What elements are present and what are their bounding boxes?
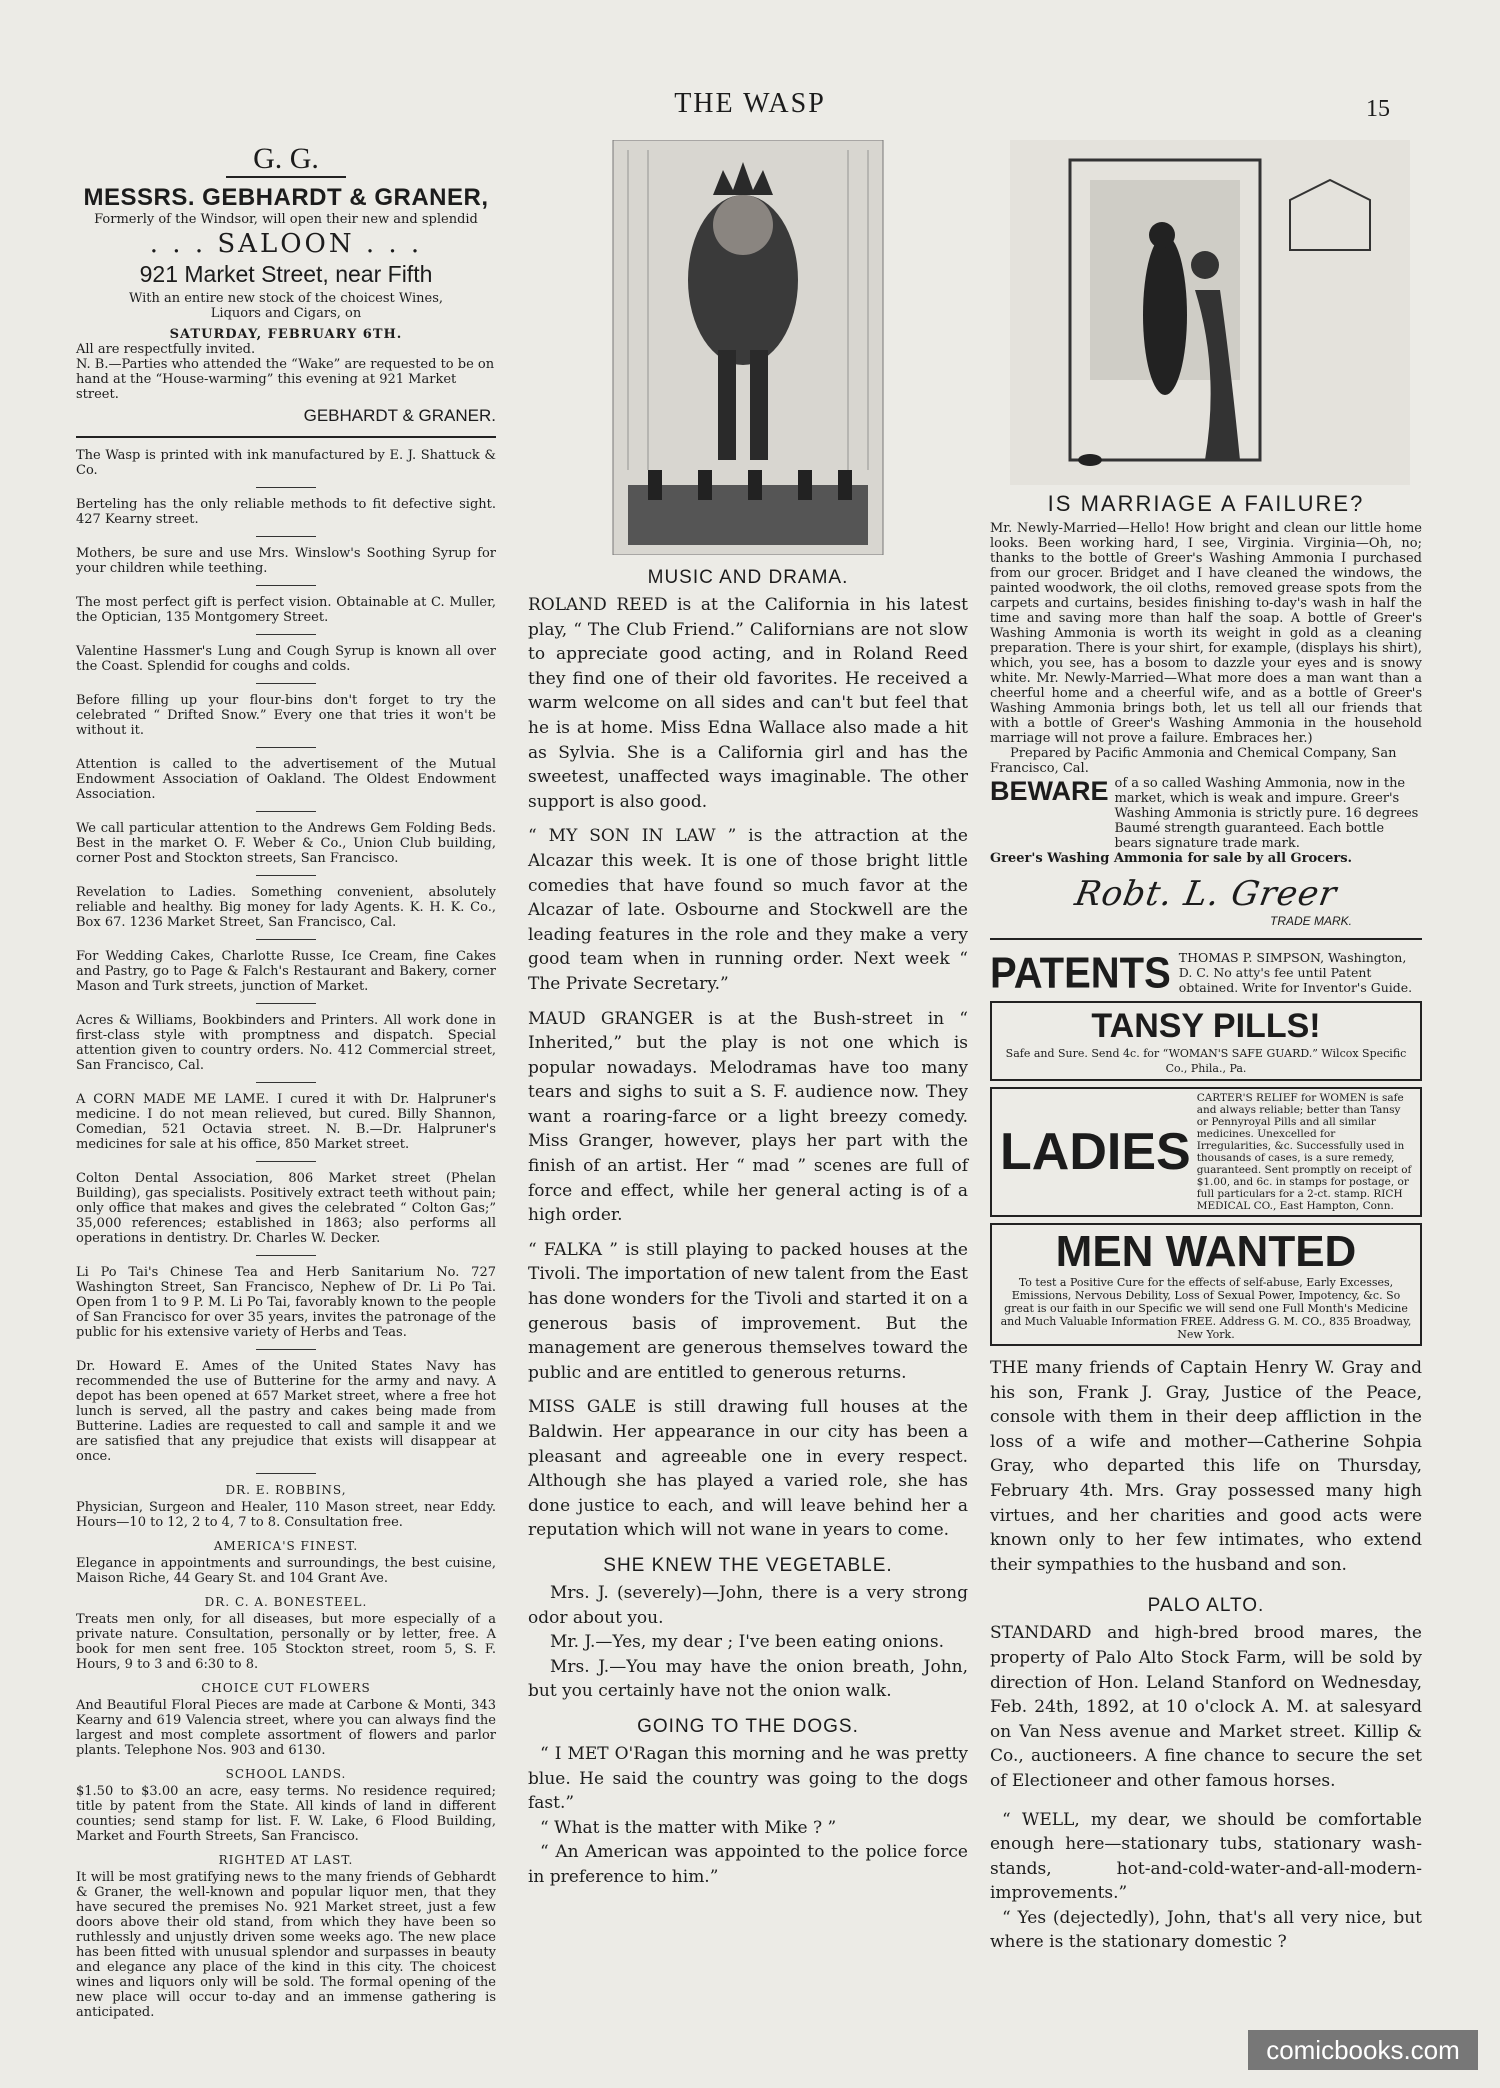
vegetable-line: Mrs. J. (severely)—John, there is a very strong odor about you. bbox=[528, 1582, 968, 1628]
column-right bbox=[990, 140, 1422, 1955]
notice-text: It will be most gratifying news to the many friends of Gebhardt & Graner, the well-known and popular liquor men, that they have secured the premises No. 921 Market street, just a few doors above their old stand, from which they have been so ruthlessly and unjustly driven some weeks ago. The new place has been fitted with unusual splendor and surpasses in beauty and elegance any place of the kind in this city. The choicest wines and liquors only will be sold. The formal opening of the new place will occur to-day and an immense gathering is anticipated. bbox=[76, 1870, 496, 2020]
music-paragraph: “ MY SON IN LAW ” is the attraction at the Alcazar this week. It is one of those bright little comedies that have found so much favor at the Alcazar of late. Osbourne and Stockwell are the leading features in the role and they make a very good team when in running order. Next week “ The Private Secretary.” bbox=[528, 826, 968, 994]
watermark-logo: comicbooks.com bbox=[1248, 2030, 1478, 2070]
patents-ad bbox=[990, 950, 1422, 995]
notice-title: AMERICA'S FINEST. bbox=[213, 1539, 359, 1553]
well-line: “ Yes (dejectedly), John, that's all very nice, but where is the stationary domestic ? bbox=[990, 1907, 1422, 1953]
music-paragraph: MISS GALE is still drawing full houses at the Baldwin. Her appearance in our city has been a pleasant and agreeable one in every respect. Although she has played a varied role, she has done justice to each, and will leave behind her a reputation which will not wane in years to come. bbox=[528, 1397, 968, 1541]
gg-date: SATURDAY, FEBRUARY 6TH. bbox=[169, 327, 403, 342]
trademark-label: TRADE MARK. bbox=[1269, 914, 1352, 928]
music-paragraph: ROLAND REED is at the California in his latest play, “ The Club Friend.” Californians are not slow to appreciate good acting, and in Roland Reed they find one of their old favorites. He received a warm welcome on all sides and can't but feel that he is at home. Miss Edna Wallace also made a hit as Sylvia. She is a California girl and has the sweetest, unaffected ways imaginable. The other support is also good. bbox=[528, 595, 968, 812]
beware-text: of a so called Washing Ammonia, now in the market, which is weak and impure. Greer's Washing Ammonia is strictly pure. 16 degrees Baumé strength guaranteed. Each bottle bears signature trade mark. bbox=[1114, 776, 1419, 851]
notice-list bbox=[76, 448, 496, 1474]
beware-label: BEWARE bbox=[990, 776, 1109, 806]
dogs-line: “ An American was appointed to the police force in preference to him.” bbox=[528, 1842, 968, 1887]
patents-text: THOMAS P. SIMPSON, Washington, D. C. No atty's fee until Patent obtained. Write for Inventor's Guide. bbox=[1178, 950, 1413, 995]
dogs-line: “ What is the matter with Mike ? ” bbox=[540, 1817, 837, 1838]
king-cartoon-illustration bbox=[528, 140, 968, 555]
notice-text: Elegance in appointments and surroundings, the best cuisine, Maison Riche, 44 Geary St. and 104 Grant Ave. bbox=[76, 1556, 496, 1586]
notice-item: Before filling up your flour-bins don't forget to try the celebrated “ Drifted Snow.” Every one that tries it won't be without it. bbox=[76, 693, 496, 738]
greer-signature: Robt. L. Greer bbox=[1071, 874, 1341, 914]
men-text: To test a Positive Cure for the effects of self-abuse, Early Excesses, Emissions, Nervous Debility, Loss of Sexual Power, Impotency, &c. So great is our faith in our Specific we will send one Full Month's Medicine and Much Valuable Information FREE. Address G. M. CO., 835 Broadway, New York. bbox=[1000, 1276, 1412, 1341]
notice-text: $1.50 to $3.00 an acre, easy terms. No residence required; title by patent from the State. All kinds of land in different counties; send stamp for list. F. W. Lake, 6 Flood Building, Market and Fourth Streets, San Francisco. bbox=[76, 1784, 496, 1844]
gg-stock: With an entire new stock of the choicest Wines, Liquors and Cigars, on bbox=[128, 291, 444, 321]
vegetable-heading: SHE KNEW THE VEGETABLE. bbox=[603, 1554, 893, 1576]
notice-text: Physician, Surgeon and Healer, 110 Mason street, near Eddy. Hours—10 to 12, 2 to 4, 7 to 8. Consultation free. bbox=[76, 1500, 496, 1530]
palo-heading: PALO ALTO. bbox=[1147, 1595, 1265, 1617]
notice-item: We call particular attention to the Andrews Gem Folding Beds. Best in the market O. F. Weber & Co., Union Club building, corner Post and Stockton streets, San Francisco. bbox=[76, 821, 496, 866]
notice-text: And Beautiful Floral Pieces are made at Carbone & Monti, 343 Kearny and 619 Valencia street, where you can always find the largest and most complete assortment of flowers and parlor plants. Telephone Nos. 903 and 6130. bbox=[76, 1698, 496, 1758]
men-wanted-ad bbox=[990, 1223, 1422, 1346]
notice-item: Acres & Williams, Bookbinders and Printers. All work done in first-class style with promptness and dispatch. Special attention given to country orders. No. 412 Commercial street, San Francisco, Cal. bbox=[76, 1013, 496, 1073]
gg-address: 921 Market Street, near Fifth bbox=[139, 261, 433, 287]
notice-item: Valentine Hassmer's Lung and Cough Syrup is known all over the Coast. Splendid for coughs and colds. bbox=[76, 644, 496, 674]
column-middle bbox=[528, 140, 968, 1890]
notice-item: Dr. Howard E. Ames of the United States Navy has recommended the use of Butterine for the army and navy. A depot has been opened at 657 Market street, where a free hot lunch is served, all the pastry and cakes being made from Butterine. Ladies are requested to call and sample it and we are satisfied that any prejudice that exists will disappear at once. bbox=[76, 1359, 496, 1464]
music-paragraph: “ FALKA ” is still playing to packed houses at the Tivoli. The importation of new talent from the East has done wonders for the Tivoli and started it on a generous basis of improvement. But the management are generous themselves toward the public and are entitled to generous returns. bbox=[528, 1239, 968, 1383]
notice-item: A CORN MADE ME LAME. I cured it with Dr. Halpruner's medicine. I do not mean relieved, but cured. Billy Shannon, Comedian, 521 Octavia street. N. B.—Dr. Halpruner's medicines for sale at his office, 850 Market street. bbox=[76, 1092, 496, 1152]
men-title: MEN WANTED bbox=[1055, 1227, 1357, 1276]
notice-item: For Wedding Cakes, Charlotte Russe, Ice Cream, fine Cakes and Pastry, go to Page & Falch's Restaurant and Bakery, corner Mason and Turk streets, junction of Market. bbox=[76, 949, 496, 994]
running-head: THE WASP bbox=[674, 88, 826, 119]
gg-sign: GEBHARDT & GRANER. bbox=[303, 406, 496, 425]
notice-item: The Wasp is printed with ink manufactured by E. J. Shattuck & Co. bbox=[76, 448, 496, 478]
palo-text: STANDARD and high-bred brood mares, the property of Palo Alto Stock Farm, will be sold by direction of Hon. Leland Stanford on Wednesday, Feb. 24th, 1892, at 10 o'clock A. M. at salesyard on Van Ness avenue and Market street. Killip & Co., auctioneers. A fine chance to secure the set of Electioneer and other famous horses. bbox=[990, 1623, 1422, 1791]
vegetable-article bbox=[528, 1581, 968, 1704]
notice-item: Colton Dental Association, 806 Market street (Phelan Building), gas specialists. Positively extract teeth without pain; only office that makes and gives the celebrated “ Colton Gas;” 35,000 references; established in 1863; also performs all operations in dentistry. Dr. Charles W. Decker. bbox=[76, 1171, 496, 1246]
gg-logo: G. G. bbox=[253, 142, 319, 175]
dogs-line: “ I MET O'Ragan this morning and he was pretty blue. He said the country was going to the dogs fast.” bbox=[528, 1743, 968, 1814]
patents-title: PATENTS bbox=[990, 948, 1171, 997]
music-paragraph: MAUD GRANGER is at the Bush-street in “ Inherited,” but the play is not one which is popular nowadays. Melodramas have too many tears and sighs to suit a S. F. audience now. They want a roaring-farce or a light breezy comedy. Miss Granger, however, plays her part with the finish of an artist. Her “ mad ” scenes are full of force and effect, while her general acting is of a high order. bbox=[528, 1008, 968, 1226]
gg-saloon: . . . SALOON . . . bbox=[149, 229, 423, 259]
ladies-ad bbox=[990, 1087, 1422, 1217]
notice-item: Li Po Tai's Chinese Tea and Herb Sanitarium No. 727 Washington Street, San Francisco, Nephew of Dr. Li Po Tai. Open from 1 to 9 P. M. Li Po Tai, favorably known to the people of San Francisco for over 35 years, invites the patronage of the public for his extensive variety of Herbs and Teas. bbox=[76, 1265, 496, 1340]
notice-title: DR. C. A. BONESTEEL. bbox=[204, 1595, 368, 1609]
tansy-ad bbox=[990, 1001, 1422, 1081]
ladies-title: LADIES bbox=[1000, 1123, 1191, 1181]
notice-title: RIGHTED AT LAST. bbox=[218, 1853, 354, 1867]
ladies-text: CARTER'S RELIEF for WOMEN is safe and always reliable; better than Tansy or Pennyroyal Pills and all similar medicines. Unexcelled for Irregularities, &c. Successfully used in thousands of cases, is a sure remedy, guaranteed. Sent promptly on receipt of $1.00, and 6c. in stamps for postage, or full particulars for a 2-ct. stamp. RICH MEDICAL CO., East Hampton, Conn. bbox=[1196, 1092, 1412, 1212]
marriage-text: Mr. Newly-Married—Hello! How bright and clean our little home looks. Been working hard, I see, Virginia. Virginia—Oh, no; thanks to the bottle of Greer's Washing Ammonia I purchased from our grocer. Bridget and I have cleaned the windows, the painted woodwork, the oil cloths, removed grease spots from the carpets and curtains, besides finishing to-day's wash in half the time and saving more than half the soap. A bottle of Greer's Washing Ammonia is worth its weight in gold as a cleaning preparation. There is your shirt, for example, (displays his shirt), which, you see, has a bosom to dazzle your eyes and is snowy white. Mr. Newly-Married—What more does a man want than a cheerful home and a cheerful wife, and as a bottle of Greer's Washing Ammonia brings both, let us tell all our friends that with a bottle of Greer's Washing Ammonia in the household marriage will not prove a failure. Embraces her.) bbox=[990, 521, 1422, 746]
notice-title: CHOICE CUT FLOWERS bbox=[201, 1681, 371, 1695]
tansy-title: TANSY PILLS! bbox=[1091, 1007, 1321, 1045]
notice-text: Treats men only, for all diseases, but more especially of a private nature. Consultation, personally or by letter, free. A book for men sent free. 105 Stockton street, room 5, S. F. Hours, 9 to 3 and 6:30 to 8. bbox=[76, 1612, 496, 1672]
marriage-heading: IS MARRIAGE A FAILURE? bbox=[1047, 491, 1365, 516]
tansy-text: Safe and Sure. Send 4c. for “WOMAN'S SAFE GUARD.” Wilcox Specific Co., Phila., Pa. bbox=[1005, 1047, 1407, 1075]
gg-firm: MESSRS. GEBHARDT & GRANER, bbox=[83, 184, 489, 211]
notice-item: Revelation to Ladies. Something convenient, absolutely reliable and healthy. Big money for lady Agents. K. H. K. Co., Box 67. 1236 Market Street, San Francisco, Cal. bbox=[76, 885, 496, 930]
dogs-article bbox=[528, 1742, 968, 1890]
music-heading: MUSIC AND DRAMA. bbox=[647, 567, 849, 588]
marriage-couple-illustration bbox=[990, 140, 1422, 485]
notice-item: Mothers, be sure and use Mrs. Winslow's Soothing Syrup for your children while teething. bbox=[76, 546, 496, 576]
page-number: 15 bbox=[1366, 96, 1390, 122]
notice-title: DR. E. ROBBINS, bbox=[225, 1483, 347, 1497]
dogs-heading: GOING TO THE DOGS. bbox=[637, 1715, 859, 1737]
notice-item: Berteling has the only reliable methods to fit defective sight. 427 Kearny street. bbox=[76, 497, 496, 527]
well-line: “ WELL, my dear, we should be comfortable enough here—stationary tubs, stationary wash-stands, hot-and-cold-water-and-all-modern-improvements.” bbox=[990, 1809, 1422, 1904]
marriage-sale: Greer's Washing Ammonia for sale by all Grocers. bbox=[990, 851, 1353, 866]
vegetable-line: Mr. J.—Yes, my dear ; I've been eating onions. bbox=[550, 1632, 945, 1653]
gg-invite: All are respectfully invited. bbox=[76, 342, 256, 357]
well-article bbox=[990, 1808, 1422, 1956]
vegetable-line: Mrs. J.—You may have the onion breath, John, but you certainly have not the onion walk. bbox=[528, 1656, 968, 1702]
gray-notice: THE many friends of Captain Henry W. Gray and his son, Frank J. Gray, Justice of the Peace, console with them in their deep affliction in the loss of a wife and mother—Catherine Sohpia Gray, who departed this life on Thursday, February 4th. Mrs. Gray possessed many high virtues, and her charities and good acts were known only to her few intimates, who extend their sympathies to the husband and son. bbox=[990, 1358, 1422, 1575]
marriage-prepared: Prepared by Pacific Ammonia and Chemical Company, San Francisco, Cal. bbox=[990, 746, 1397, 776]
gg-nb: N. B.—Parties who attended the “Wake” are requested to be on hand at the “House-warming” this evening at 921 Market street. bbox=[76, 357, 495, 402]
notice-item: Attention is called to the advertisement of the Mutual Endowment Association of Oakland. The Oldest Endowment Association. bbox=[76, 757, 496, 802]
notice-title: SCHOOL LANDS. bbox=[225, 1767, 347, 1781]
music-article bbox=[528, 593, 968, 1543]
gg-formerly: Formerly of the Windsor, will open their new and splendid bbox=[94, 212, 478, 227]
column-left bbox=[76, 140, 496, 2020]
titled-notice-list bbox=[76, 1483, 496, 2020]
notice-item: The most perfect gift is perfect vision. Obtainable at C. Muller, the Optician, 135 Montgomery Street. bbox=[76, 595, 496, 625]
